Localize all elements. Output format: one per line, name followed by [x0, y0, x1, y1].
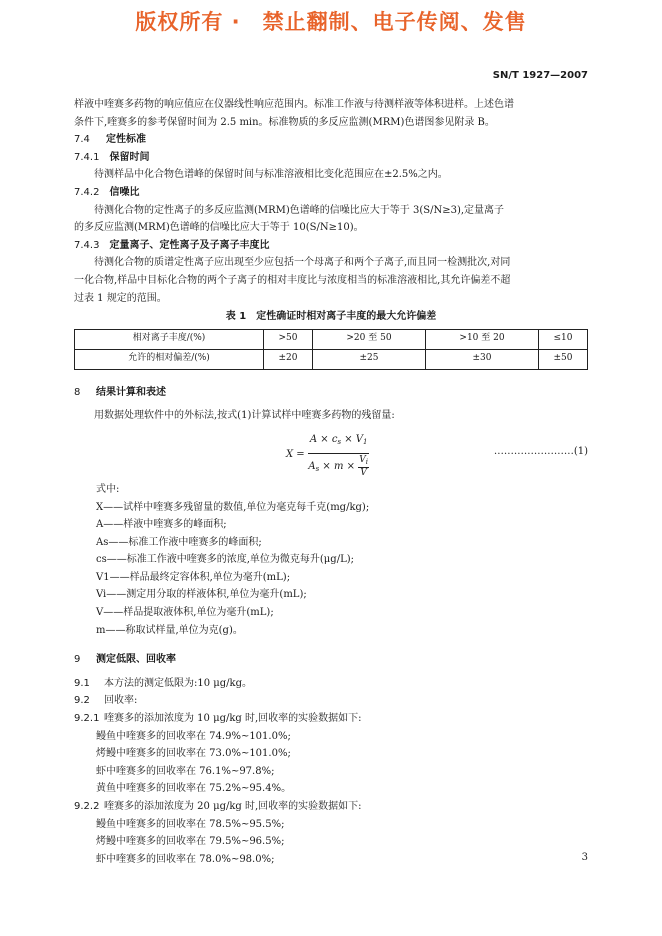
table-cell: ±20	[264, 349, 313, 369]
denominator-subscript: s	[315, 464, 320, 473]
inner-denominator: V	[360, 467, 367, 478]
table-title: 表 1 定性确证时相对离子丰度的最大允许偏差	[225, 311, 437, 323]
denominator-text: A	[308, 460, 316, 472]
definition-item: As——标准工作液中喹赛多的峰面积;	[96, 536, 262, 548]
table-cell: >10 至 20	[425, 329, 538, 349]
ion-abundance-table	[74, 329, 588, 370]
numerator-subscript: s	[337, 437, 342, 446]
table-row	[75, 349, 588, 369]
paragraph: 待测化合物的质谱定性离子应出现至少应包括一个母离子和两个子离子,而且同一检测批次,对同	[94, 257, 511, 269]
clause-9-1	[74, 675, 588, 693]
intro-line: 条件下,喹赛多的参考保留时间为 2.5 min。标准物质的多反应监测(MRM)色谱图参见附录 B。	[74, 116, 495, 128]
document-body	[74, 96, 588, 868]
copyright-banner: 版权所有 · 禁止翻制、电子传阅、发售	[135, 10, 527, 34]
section-title: 定性标准	[106, 134, 146, 146]
section-title: 信噪比	[109, 186, 140, 198]
table-cell: >20 至 50	[312, 329, 425, 349]
section-number: 7.4.1	[74, 151, 100, 163]
numerator-text: × V	[341, 433, 363, 445]
clause-text: 本方法的测定低限为:10 μg/kg。	[104, 677, 253, 689]
standard-code: SN/T 1927—2007	[492, 70, 588, 81]
formula-denominator	[308, 454, 370, 479]
clause-9-2-1	[74, 710, 588, 728]
recovery-item: 虾中喹赛多的回收率在 78.0%~98.0%;	[96, 853, 275, 865]
paragraph: 用数据处理软件中的外标法,按式(1)计算试样中喹赛多药物的残留量:	[94, 410, 395, 422]
page-number: 3	[581, 852, 588, 863]
clause-text: 回收率:	[104, 695, 138, 707]
section-number: 9.1	[74, 677, 90, 689]
clause-text: 喹赛多的添加浓度为 20 μg/kg 时,回收率的实验数据如下:	[104, 801, 362, 812]
table-cell: >50	[264, 329, 313, 349]
table-cell: 允许的相对偏差/(%)	[75, 349, 264, 369]
definition-item: A——样液中喹赛多的峰面积;	[96, 519, 227, 531]
section-title: 保留时间	[109, 151, 150, 163]
definition-item: Vi——测定用分取的样液体积,单位为毫升(mL);	[96, 589, 307, 601]
formula-expression	[286, 431, 369, 478]
paragraph: 待测样品中化合物色谱峰的保留时间与标准溶液相比变化范围应在±2.5%之内。	[94, 169, 448, 181]
table-row	[75, 329, 588, 349]
section-title: 测定低限、回收率	[96, 654, 176, 666]
table-cell: ±25	[312, 349, 425, 369]
heading-7-4	[74, 131, 588, 149]
paragraph: 待测化合物的定性离子的多反应监测(MRM)色谱峰的信噪比应大于等于 3(S/N≥3),定量离子	[94, 204, 505, 216]
section-number: 9.2.2	[74, 801, 100, 812]
section-title: 定量离子、定性离子及子离子丰度比	[109, 239, 270, 251]
inner-numerator-text: V	[359, 454, 366, 465]
section-number: 8	[74, 386, 81, 398]
definition-item: V1——样品最终定容体积,单位为毫升(mL);	[96, 571, 291, 583]
table-cell: 相对离子丰度/(%)	[75, 329, 264, 349]
definition-item: V——样品提取液体积,单位为毫升(mL);	[96, 607, 274, 619]
formula-inner-fraction	[358, 455, 369, 478]
recovery-item: 鳗鱼中喹赛多的回收率在 74.9%~101.0%;	[96, 730, 291, 742]
table-cell: ±30	[425, 349, 538, 369]
section-number: 9	[74, 654, 81, 666]
recovery-item: 虾中喹赛多的回收率在 76.1%~97.8%;	[96, 765, 275, 777]
table-cell: ≤10	[539, 329, 588, 349]
numerator-subscript: 1	[363, 437, 368, 446]
heading-7-4-2	[74, 184, 588, 202]
paragraph: 过表 1 规定的范围。	[74, 292, 167, 304]
formula-numerator	[308, 431, 370, 454]
inner-numerator-subscript: i	[365, 457, 368, 466]
section-number: 7.4.2	[74, 186, 100, 198]
paragraph: 的多反应监测(MRM)色谱峰的信噪比应大于等于 10(S/N≥10)。	[74, 222, 364, 234]
clause-text: 喹赛多的添加浓度为 10 μg/kg 时,回收率的实验数据如下:	[104, 713, 362, 725]
recovery-item: 烤鳗中喹赛多的回收率在 79.5%~96.5%;	[96, 836, 285, 848]
formula-1	[74, 431, 588, 477]
equation-number: ……………………(1)	[493, 445, 588, 457]
definitions-intro: 式中:	[96, 483, 120, 495]
section-title: 结果计算和表述	[96, 386, 166, 398]
clause-9-2	[74, 692, 588, 710]
denominator-text: × m ×	[319, 460, 359, 472]
section-number: 7.4.3	[74, 239, 100, 251]
heading-8	[74, 384, 588, 402]
table-cell: ±50	[539, 349, 588, 369]
recovery-item: 鳗鱼中喹赛多的回收率在 78.5%~95.5%;	[96, 818, 285, 830]
clause-9-2-2	[74, 798, 588, 816]
heading-7-4-3	[74, 237, 588, 255]
recovery-item: 黄鱼中喹赛多的回收率在 75.2%~95.4%。	[96, 783, 292, 795]
formula-fraction	[308, 431, 370, 478]
definition-item: X——试样中喹赛多残留量的数值,单位为毫克每千克(mg/kg);	[96, 501, 370, 513]
numerator-text: A × c	[309, 433, 338, 445]
intro-line: 样液中喹赛多药物的响应值应在仪器线性响应范围内。标准工作液与待测样液等体积进样。上述色谱	[74, 99, 514, 110]
section-number: 9.2.1	[74, 713, 100, 725]
definition-item: m——称取试样量,单位为克(g)。	[96, 624, 243, 636]
formula-lhs: X =	[286, 449, 305, 460]
paragraph: 一化合物,样品中目标化合物的两个子离子的相对丰度比与浓度相当的标准溶液相比,其允许偏差不超	[74, 274, 511, 286]
variable-definitions	[74, 481, 588, 639]
recovery-item: 烤鳗中喹赛多的回收率在 73.0%~101.0%;	[96, 748, 291, 760]
definition-item: cs——标准工作液中喹赛多的浓度,单位为微克每升(μg/L);	[96, 554, 354, 566]
inner-numerator	[358, 455, 369, 468]
section-number: 7.4	[74, 134, 90, 146]
section-number: 9.2	[74, 695, 90, 707]
heading-7-4-1	[74, 149, 588, 167]
heading-9	[74, 651, 588, 669]
